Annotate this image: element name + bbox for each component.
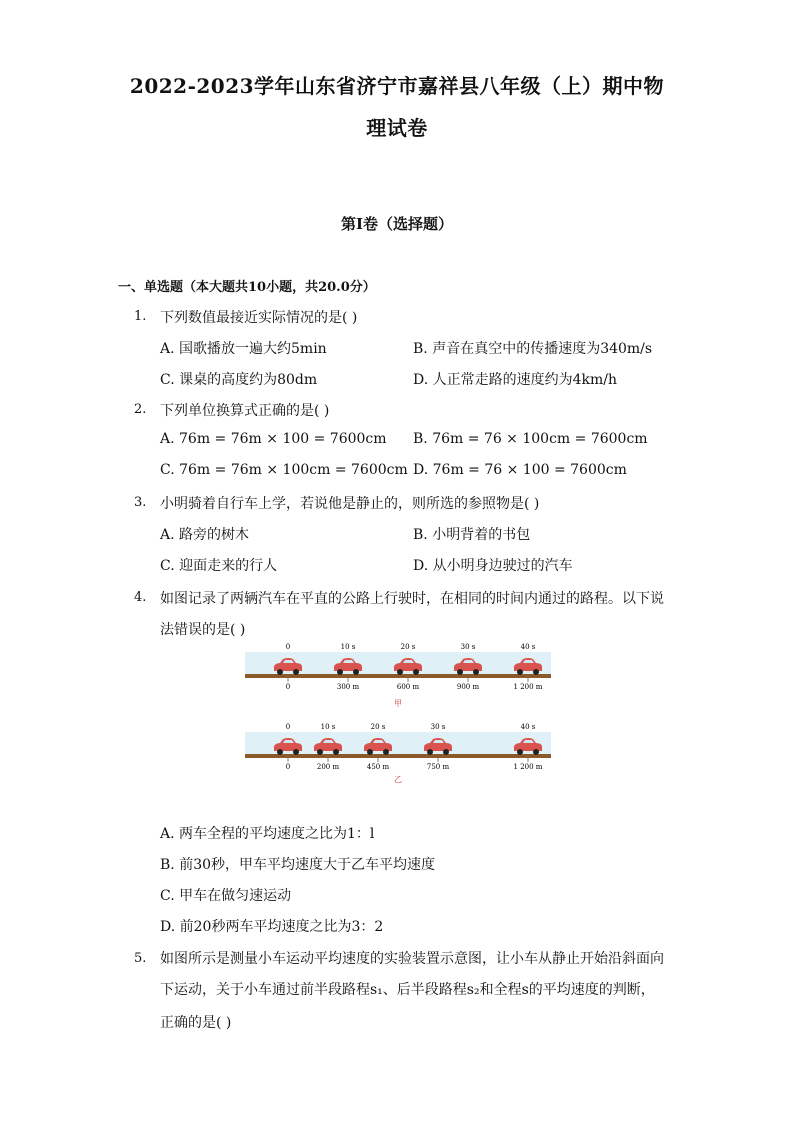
time-label: 30 s	[460, 643, 476, 651]
time-label: 0	[285, 643, 291, 651]
distance-labels	[286, 758, 543, 771]
option-d: D. 人正常走路的速度约为4km/h	[413, 372, 618, 388]
distance-label: 750 m	[426, 763, 450, 771]
option-c: C. 甲车在做匀速运动	[160, 888, 292, 904]
option-c: C. 76m = 76m × 100cm = 7600cm	[160, 462, 408, 478]
distance-label: 600 m	[396, 683, 420, 691]
time-labels	[286, 723, 536, 731]
road	[245, 674, 551, 678]
distance-label: 0	[285, 683, 291, 691]
question-text: 下列数值最接近实际情况的是( )	[160, 310, 358, 326]
time-label: 30 s	[430, 723, 446, 731]
distance-label: 900 m	[456, 683, 480, 691]
time-label: 20 s	[400, 643, 416, 651]
time-label: 10 s	[340, 643, 356, 651]
time-label: 40 s	[520, 643, 536, 651]
question-text-line1: 如图记录了两辆汽车在平直的公路上行驶时，在相同的时间内通过的路程。以下说	[160, 591, 664, 607]
option-a: A. 76m = 76m × 100 = 7600cm	[160, 431, 387, 447]
distance-label: 300 m	[336, 683, 360, 691]
question-number: 5.	[134, 951, 147, 966]
question-number: 3.	[134, 495, 147, 510]
option-d: D. 从小明身边驶过的汽车	[413, 558, 573, 574]
option-c: C. 迎面走来的行人	[160, 558, 278, 574]
question-text: 小明骑着自行车上学，若说他是静止的，则所选的参照物是( )	[160, 496, 540, 512]
question-number: 1.	[134, 309, 147, 324]
time-label: 40 s	[520, 723, 536, 731]
car-figure-yi	[245, 720, 555, 790]
time-label: 10 s	[320, 723, 336, 731]
option-c: C. 课桌的高度约为80dm	[160, 372, 318, 388]
time-label: 0	[285, 723, 291, 731]
distance-label: 1 200 m	[513, 683, 543, 691]
page-title-line2: 理试卷	[366, 116, 428, 140]
question-number: 2.	[134, 402, 147, 417]
option-d: D. 前20秒两车平均速度之比为3：2	[160, 919, 384, 935]
option-b: B. 声音在真空中的传播速度为340m/s	[413, 341, 653, 357]
question-text: 下列单位换算式正确的是( )	[160, 403, 330, 419]
option-d: D. 76m = 76 × 100 = 7600cm	[413, 462, 627, 478]
volume-heading: 第I卷（选择题）	[340, 215, 454, 233]
option-a: A. 路旁的树木	[160, 527, 250, 543]
distance-label: 0	[285, 763, 291, 771]
option-b: B. 前30秒，甲车平均速度大于乙车平均速度	[160, 857, 436, 873]
option-b: B. 小明背着的书包	[413, 527, 531, 543]
time-labels	[286, 643, 536, 651]
question-text-line2: 下运动，关于小车通过前半段路程s₁、后半段路程s₂和全程s的平均速度的判断，	[160, 982, 655, 998]
time-label: 20 s	[370, 723, 386, 731]
page-title-line1: 2022-2023学年山东省济宁市嘉祥县八年级（上）期中物	[129, 74, 665, 98]
distance-label: 450 m	[366, 763, 390, 771]
distance-label: 200 m	[316, 763, 340, 771]
road	[245, 754, 551, 758]
question-text-line1: 如图所示是测量小车运动平均速度的实验装置示意图，让小车从静止开始沿斜面向	[160, 951, 664, 967]
option-a: A. 国歌播放一遍大约5min	[160, 341, 327, 357]
section-heading: 一、单选题（本大题共10小题，共20.0分）	[118, 280, 376, 295]
question-text-line3: 正确的是( )	[160, 1015, 232, 1031]
distance-label: 1 200 m	[513, 763, 543, 771]
question-text-line2: 法错误的是( )	[160, 622, 246, 638]
figure-label-jia: 甲	[394, 699, 402, 708]
question-number: 4.	[134, 590, 147, 605]
option-b: B. 76m = 76 × 100cm = 7600cm	[413, 431, 648, 447]
figure-label-yi: 乙	[394, 775, 402, 784]
car-figure-jia	[245, 640, 555, 710]
option-a: A. 两车全程的平均速度之比为1：l	[160, 826, 375, 842]
distance-labels	[286, 678, 543, 691]
